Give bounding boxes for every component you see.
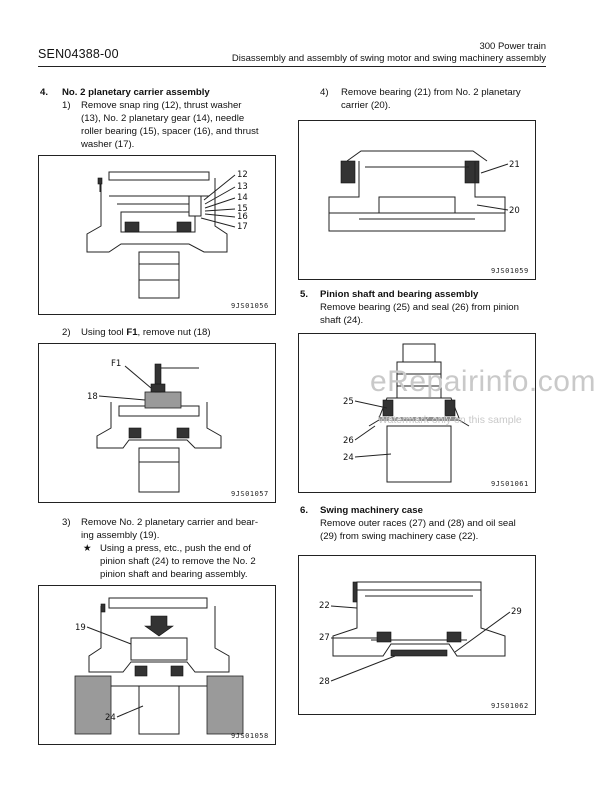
- substep-2-text: [81, 326, 211, 339]
- step-5-line: Remove bearing (25) and seal (26) from pinion: [320, 302, 519, 313]
- header-rule: [38, 66, 546, 67]
- substep-4-line: carrier (20).: [341, 100, 391, 111]
- section-title: 300 Power train: [479, 41, 546, 52]
- callout-25: 25: [343, 397, 354, 407]
- callout-f1: F1: [111, 359, 122, 369]
- step-5-text: [320, 301, 550, 327]
- substep-1-text: [81, 99, 281, 151]
- callout-27: 27: [319, 633, 330, 643]
- callout-24: 24: [343, 453, 354, 463]
- callout-16: 16: [237, 212, 248, 222]
- callout-22: 22: [319, 601, 330, 611]
- figure-id: 9JS01059: [491, 267, 529, 275]
- callout-14: 14: [237, 193, 248, 203]
- callout-18: 18: [87, 392, 98, 402]
- substep-1-line: Remove snap ring (12), thrust washer: [81, 100, 242, 111]
- callout-28: 28: [319, 677, 330, 687]
- figure-nut-removal-drawing: [39, 344, 275, 502]
- figure-carrier-parts-drawing: [39, 156, 275, 314]
- figure-id: 9JS01057: [231, 490, 269, 498]
- figure-machinery-case-drawing: [299, 556, 535, 714]
- substep-3-number: 3): [62, 517, 71, 528]
- note-star: ★: [83, 543, 92, 554]
- figure-id: 9JS01062: [491, 702, 529, 710]
- figure-machinery-case: [298, 555, 536, 715]
- figure-carrier-parts: [38, 155, 276, 315]
- figure-bearing-carrier-drawing: [299, 121, 535, 279]
- step-6-line: (29) from swing machinery case (22).: [320, 531, 479, 542]
- substep-3-line: ing assembly (19).: [81, 530, 160, 541]
- figure-id: 9JS01056: [231, 302, 269, 310]
- callout-29: 29: [511, 607, 522, 617]
- step-4-number: 4.: [40, 87, 49, 98]
- document-id: SEN04388-00: [38, 47, 119, 61]
- step-6-title: Swing machinery case: [320, 505, 423, 516]
- callout-17: 17: [237, 222, 248, 232]
- figure-nut-removal: [38, 343, 276, 503]
- figure-pinion-shaft: [298, 333, 536, 493]
- watermark-site: eRepairinfo.com: [370, 365, 596, 398]
- watermark-note: Watermark only on this sample: [378, 414, 522, 426]
- note-text: [100, 542, 280, 581]
- callout-19: 19: [75, 623, 86, 633]
- callout-24: 24: [105, 713, 116, 723]
- note-line: Using a press, etc., push the end of: [100, 543, 251, 554]
- substep-1-line: roller bearing (15), spacer (16), and thrust: [81, 126, 259, 137]
- substep-3-line: Remove No. 2 planetary carrier and bear-: [81, 517, 259, 528]
- callout-13: 13: [237, 182, 248, 192]
- callout-12: 12: [237, 170, 248, 180]
- substep-4-line: Remove bearing (21) from No. 2 planetary: [341, 87, 521, 98]
- step-6-number: 6.: [300, 505, 309, 516]
- callout-15: 15: [237, 204, 248, 214]
- callout-21: 21: [509, 160, 520, 170]
- substep-2-post: , remove nut (18): [137, 327, 211, 338]
- step-5-title: Pinion shaft and bearing assembly: [320, 289, 479, 300]
- callout-20: 20: [509, 206, 520, 216]
- substep-2-pre: Using tool: [81, 327, 127, 338]
- step-6-text: [320, 517, 550, 543]
- substep-4-number: 4): [320, 87, 329, 98]
- substep-2-number: 2): [62, 327, 71, 338]
- substep-1-number: 1): [62, 100, 71, 111]
- substep-3-text: [81, 516, 281, 542]
- figure-pinion-shaft-drawing: [299, 334, 535, 492]
- step-5-line: shaft (24).: [320, 315, 364, 326]
- figure-id: 9JS01058: [231, 732, 269, 740]
- step-5-number: 5.: [300, 289, 309, 300]
- figure-pinion-press-drawing: [39, 586, 275, 744]
- callout-26: 26: [343, 436, 354, 446]
- note-line: pinion shaft and bearing assembly.: [100, 569, 248, 580]
- tool-f1-label: F1: [126, 327, 138, 338]
- section-subtitle: Disassembly and assembly of swing motor and swing machinery assembly: [231, 53, 546, 64]
- step-6-line: Remove outer races (27) and (28) and oil seal: [320, 518, 516, 529]
- figure-id: 9JS01061: [491, 480, 529, 488]
- figure-bearing-carrier: [298, 120, 536, 280]
- note-line: pinion shaft (24) to remove the No. 2: [100, 556, 256, 567]
- figure-pinion-press: [38, 585, 276, 745]
- substep-4-text: [341, 86, 551, 112]
- step-4-title: No. 2 planetary carrier assembly: [62, 87, 210, 98]
- substep-1-line: washer (17).: [81, 139, 135, 150]
- substep-1-line: (13), No. 2 planetary gear (14), needle: [81, 113, 245, 124]
